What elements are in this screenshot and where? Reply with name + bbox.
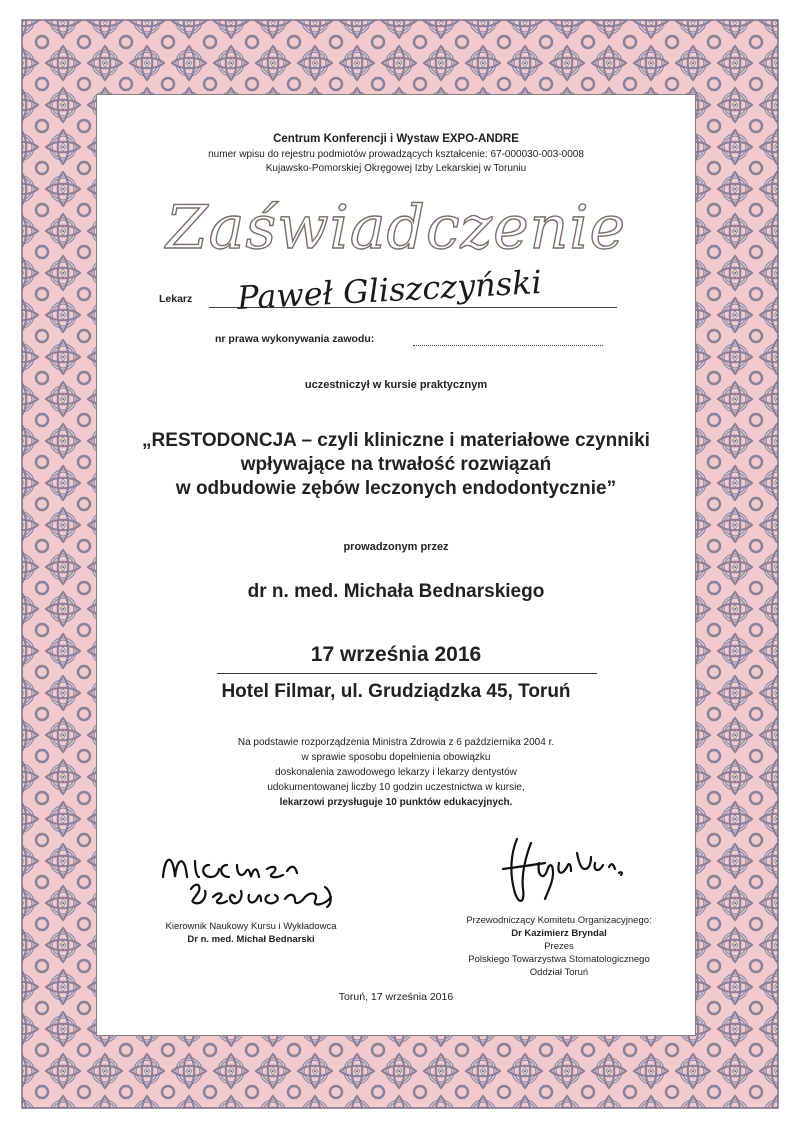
medical-chamber: Kujawsko-Pomorskiej Okręgowej Izby Lekarskiej w Toruniu (265, 163, 527, 174)
certificate-body (96, 94, 696, 1036)
date-separator (217, 673, 597, 674)
participation-text: uczestniczył w kursie praktycznym (304, 379, 488, 391)
left-signer-name: Dr n. med. Michał Bednarski (187, 934, 315, 945)
course-date: 17 września 2016 (310, 643, 482, 666)
legal-line-1: Na podstawie rozporządzenia Ministra Zdrowia z 6 października 2004 r. (237, 737, 555, 748)
conducted-by-label: prowadzonym przez (343, 541, 449, 553)
right-signer-name: Dr Kazimierz Bryndal (511, 928, 607, 939)
right-signer-branch: Oddział Toruń (529, 967, 589, 978)
right-signer-role: Przewodniczący Komitetu Organizacyjnego: (466, 915, 652, 926)
signature-right (487, 833, 637, 915)
course-venue: Hotel Filmar, ul. Grudziądzka 45, Toruń (221, 681, 571, 702)
recipient-name: Paweł Gliszczyński (236, 263, 543, 317)
course-title (97, 429, 695, 501)
registry-number: numer wpisu do rejestru podmiotów prowadzących kształcenie: 67-000030-003-0008 (208, 149, 584, 160)
legal-line-4: udokumentowanej liczby 10 godzin uczestnictwa w kursie, (267, 782, 525, 793)
license-label: nr prawa wykonywania zawodu: (215, 333, 375, 345)
right-signer-title: Prezes (544, 941, 574, 952)
left-signer-role: Kierownik Naukowy Kursu i Wykładowca (165, 921, 337, 932)
legal-line-2: w sprawie sposobu dopełnienia obowiązku (301, 752, 491, 763)
signature-left (155, 847, 375, 915)
course-leader: dr n. med. Michała Bednarskiego (247, 581, 545, 602)
course-line-3: w odbudowie zębów leczonych endodontycznie” (175, 478, 617, 499)
license-dots (413, 345, 603, 346)
place-and-date: Toruń, 17 września 2016 (338, 991, 454, 1003)
certificate-title: Zaświadczenie (165, 193, 627, 263)
legal-line-3: doskonalenia zawodowego lekarzy i lekarzy dentystów (275, 767, 517, 778)
right-signer-org: Polskiego Towarzystwa Stomatologicznego (468, 954, 650, 965)
course-line-1: „RESTODONCJA – czyli kliniczne i materiałowe czynniki (142, 430, 650, 451)
course-line-2: wpływające na trwałość rozwiązań (240, 454, 552, 475)
recipient-label: Lekarz (159, 293, 193, 305)
legal-line-5: lekarzowi przysługuje 10 punktów edukacyjnych. (279, 797, 513, 808)
organizer-name: Centrum Konferencji i Wystaw EXPO-ANDRE (273, 133, 519, 145)
